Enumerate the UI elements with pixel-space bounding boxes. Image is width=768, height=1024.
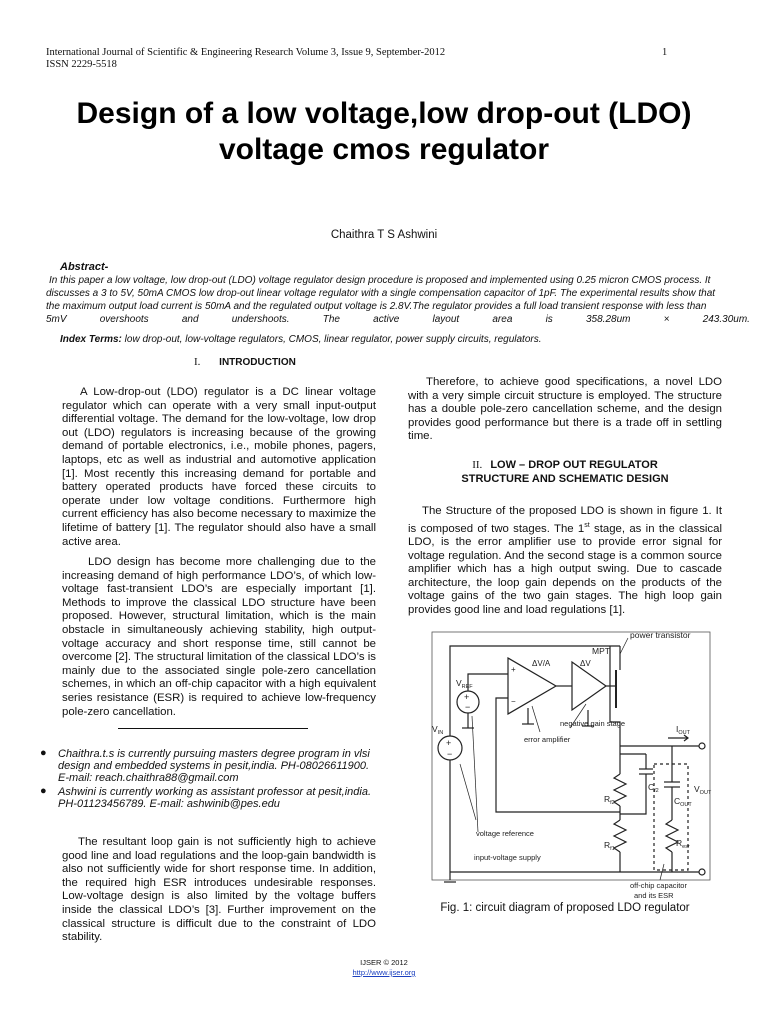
index-terms — [60, 334, 750, 345]
footnote-1-text: Chaithra.t.s is currently pursuing masters degree program in vlsi design and embedded systems in pesit,india. PH-08026611900. E-mail: reach.chaithra88@gmail.com — [58, 748, 370, 784]
svg-text:−: − — [447, 749, 453, 759]
label-gain-2: ΔV — [580, 659, 591, 668]
label-rf1-main: R — [604, 840, 611, 850]
left-para-2: LDO design has become more challenging due to the increasing demand of high performance LDO’s, of which low-voltage fast-transient LDO’s are especially important [1]. Methods to improve the classical LDO structure have been proposed. However, structural limitation, which is the main obstacle in simultaneously achieving stability, high output-voltage accuracy and short response time, still cannot be overcome [2]. The structural limitation of the classical LDO’s is mainly due to the associated single pole-zero cancellation schemes, in which an off-chip capacitor with a high equivalent series resistance (ESR) is required to achieve low-frequency pole-zero cancellation. — [62, 556, 376, 718]
label-rf1 — [604, 840, 615, 852]
abstract-word: area — [492, 314, 513, 325]
abstract-body — [46, 274, 750, 326]
journal-line: International Journal of Scientific & Engineering Research Volume 3, Issue 9, September-2012 — [46, 47, 446, 58]
abstract-word: and — [181, 314, 199, 325]
abstract-word: is — [545, 314, 553, 325]
right-para-1: Therefore, to achieve good specifications, a novel LDO with a very simple circuit structure is employed. The structure has a double pole-zero cancellation scheme, and the design provides good performance but there is a trade off in settling time. — [408, 376, 722, 443]
label-vref-main: V — [456, 678, 462, 688]
abstract-word: layout — [432, 314, 460, 325]
abstract-word: overshoots — [99, 314, 149, 325]
figure-caption: Fig. 1: circuit diagram of proposed LDO regulator — [440, 902, 690, 914]
right-para-2-pre: The Structure of the proposed LDO is shown in figure 1. It is composed of two stages. The 1 — [408, 505, 722, 535]
figure-frame — [432, 632, 710, 880]
svg-text:+: + — [511, 665, 516, 674]
leader-power-transistor — [620, 638, 628, 654]
issn-line: ISSN 2229-5518 — [46, 59, 117, 70]
offchip-box — [654, 764, 688, 870]
label-vref-sub: REF — [461, 684, 473, 690]
label-iout — [676, 724, 691, 736]
abstract-word: 358.28um — [585, 314, 631, 325]
svg-text:+: + — [446, 738, 452, 748]
section-2-title-2: STRUCTURE AND SCHEMATIC DESIGN — [461, 472, 669, 485]
footnote-2 — [40, 786, 378, 810]
footnote-2-text: Ashwini is currently working as assistant professor at pesit,india. PH-01123456789. E-mail: ashwinib@pes.edu — [58, 786, 372, 810]
abstract-word: 243.30um. — [702, 314, 750, 325]
label-and-its-esr: and its ESR — [634, 891, 674, 900]
label-offchip-capacitor: off-chip capacitor — [630, 881, 687, 890]
label-negative-gain-stage: negative gain stage — [560, 719, 626, 728]
abstract-word: active — [373, 314, 400, 325]
leader-vref — [472, 716, 478, 832]
label-vin-sub: IN — [437, 730, 444, 736]
label-gain-1-main: ΔV — [532, 659, 543, 668]
footnote-rule — [118, 728, 308, 729]
section-1-heading — [194, 356, 296, 368]
svg-text:−: − — [465, 702, 471, 712]
label-vout — [694, 784, 712, 796]
footnote-1 — [40, 748, 378, 784]
abstract-word: 5mV — [46, 314, 67, 325]
label-vin — [432, 724, 443, 736]
title-line-2: voltage cmos regulator — [218, 133, 550, 166]
label-gain-1 — [532, 659, 551, 668]
circuit-diagram — [410, 624, 722, 902]
left-para-1: A Low-drop-out (LDO) regulator is a DC linear voltage regulator which can operate with a very small input-output differential voltage. The demand for the low-voltage, low drop out (LDO) regulators is increasing because of the growing demand of portable electronics, i.e., mobile phones, pagers, laptops, etc as well as industrial and automotive application [1]. Most recently this increasing demand for portable and battery operated products have forced these circuits to operate under low voltage conditions. Furthermore high current efficiency has also become necessary to maximize the lifetime of battery [1]. The regulator should also have a small active area. — [62, 386, 376, 548]
vout-terminal — [699, 743, 705, 749]
label-mpt: MPT — [592, 646, 610, 656]
label-gain-1-rest: /A — [542, 659, 551, 668]
abstract-heading: Abstract- — [60, 261, 109, 273]
gain-stage-triangle — [572, 662, 606, 710]
label-rf2-main: R — [604, 794, 611, 804]
footnotes — [40, 748, 378, 810]
svg-text:+: + — [464, 692, 470, 702]
section-2-line-1 — [408, 459, 722, 473]
vref-wire — [468, 674, 508, 691]
abstract-line-3: the maximum output load current is 50mA and the regulated output voltage is 2.8V.The regulator provides a full load transient response with less than — [46, 301, 707, 312]
resistor-rf2 — [614, 774, 626, 806]
label-cf2 — [648, 782, 659, 794]
label-vout-sub: OUT — [699, 790, 712, 796]
svg-text:−: − — [511, 697, 516, 706]
abstract-line-1: In this paper a low voltage, low drop-out (LDO) voltage regulator design procedure is proposed and implemented using 0.25 micron CMOS process. It — [49, 275, 711, 286]
superscript-st: st — [584, 521, 590, 529]
section-2-title-1: LOW – DROP OUT REGULATOR — [490, 459, 658, 471]
label-cout-main: C — [674, 796, 681, 806]
label-resr-sub: esr — [682, 844, 690, 850]
left-para-3: The resultant loop gain is not sufficiently high to achieve good line and load regulations and the loop-gain bandwidth is also not sufficiently wide for short response time. In addition, the required high ESR introduces undesirable responses. Low-voltage design is also limited by the voltage buffers inside the classical LDO’s [3]. Further improvement on the classical structure is difficult due to the constraint of LDO stability. — [62, 836, 376, 944]
label-rf1-sub: f1 — [610, 846, 615, 852]
label-cf2-sub: f2 — [654, 788, 659, 794]
page-footer — [0, 958, 768, 978]
label-iout-sub: OUT — [678, 730, 690, 736]
abstract-word: The — [322, 314, 340, 325]
label-input-voltage-supply: input-voltage supply — [474, 853, 541, 862]
label-voltage-reference: voltage reference — [476, 829, 534, 838]
index-terms-label: Index Terms: — [60, 334, 122, 345]
cf-lead-bottom — [620, 774, 646, 814]
bullet-icon: ● — [40, 785, 47, 797]
abstract-word: × — [663, 314, 670, 325]
label-vref — [456, 678, 473, 690]
feedback-wire — [496, 698, 620, 812]
label-cf2-main: C — [648, 782, 655, 792]
bullet-icon: ● — [40, 747, 47, 759]
label-rf2 — [604, 794, 615, 806]
journal-header — [46, 47, 445, 71]
label-power-transistor: power transistor — [630, 630, 691, 640]
page-number: 1 — [662, 47, 668, 58]
label-resr-main: R — [676, 838, 683, 848]
label-rf2-sub: f2 — [610, 800, 615, 806]
authors: Chaithra T S Ashwini — [330, 229, 438, 241]
index-terms-text: low drop-out, low-voltage regulators, CMOS, linear regulator, power supply circuits, regulators. — [124, 334, 542, 345]
section-2-heading — [408, 459, 722, 486]
label-cout-sub: OUT — [680, 802, 692, 808]
label-cout — [674, 796, 692, 808]
abstract-line-4 — [46, 313, 750, 326]
leader-error-amp — [532, 706, 540, 732]
section-2-numeral: II. — [472, 459, 483, 471]
title-line-1: Design of a low voltage,low drop-out (LDO) — [76, 97, 692, 130]
resistor-rf1 — [614, 820, 626, 852]
abstract-line-2: discusses a 3 to 5V, 50mA CMOS low drop-out linear voltage regulator with a single compensation capacitor of 1pF. The experimental results show that — [46, 288, 716, 299]
section-1-numeral: I. — [194, 356, 201, 368]
label-iout-main: I — [676, 724, 679, 734]
leader-vin — [460, 764, 476, 820]
footer-link[interactable]: http://www.ijser.org — [352, 968, 416, 977]
section-1-title: INTRODUCTION — [219, 357, 296, 368]
paper-title — [40, 96, 728, 168]
label-vin-main: V — [432, 724, 438, 734]
abstract-word: undershoots. — [231, 314, 290, 325]
footer-copyright: IJSER © 2012 — [360, 958, 408, 967]
right-para-2 — [408, 505, 722, 618]
mpt-drain-wire — [610, 710, 620, 746]
label-vout-main: V — [694, 784, 700, 794]
right-para-2-post: stage, as in the classical LDO, is the error amplifier use to provide error signal for voltage regulation. And the second stage is a common source amplifier which has a high output swing. Due to cascade architecture, the loop gain depends on the products of the voltage gains of the two gain stages. The high loop gain provides good line and load regulations [1]. — [408, 522, 722, 616]
gnd-terminal — [699, 869, 705, 875]
label-error-amplifier: error amplifier — [524, 735, 571, 744]
